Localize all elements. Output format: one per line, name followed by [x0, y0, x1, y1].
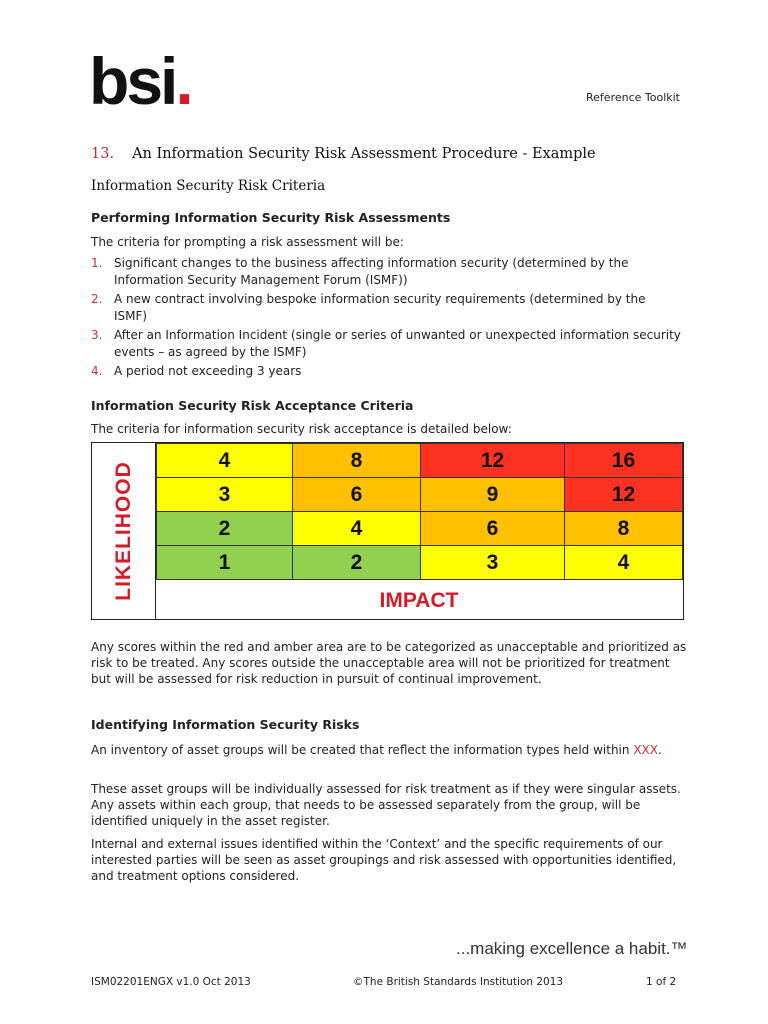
- likelihood-label: LIKELIHOOD: [111, 461, 135, 601]
- matrix-cell: 2: [157, 512, 293, 546]
- matrix-row: [157, 512, 683, 546]
- matrix-cell: 6: [421, 512, 565, 546]
- matrix-cell: 1: [157, 546, 293, 580]
- matrix-cell: 16: [565, 444, 683, 478]
- list-item: 1. Significant changes to the business affecting information security (determined by the Information Security Management Forum (ISMF)): [91, 256, 629, 287]
- footer-page-number: 1 of 2: [646, 976, 677, 988]
- section-title: [91, 146, 596, 162]
- section-number: 13.: [91, 146, 115, 162]
- matrix-row: [157, 478, 683, 512]
- matrix-cell: 12: [421, 444, 565, 478]
- criteria-heading: Information Security Risk Criteria: [91, 178, 326, 194]
- risk-grid: [156, 443, 683, 580]
- matrix-cell: 4: [293, 512, 421, 546]
- matrix-cell: 8: [293, 444, 421, 478]
- section-title-text: An Information Security Risk Assessment Procedure - Example: [132, 146, 596, 162]
- matrix-cell: 3: [157, 478, 293, 512]
- acceptance-heading: Information Security Risk Acceptance Criteria: [91, 398, 414, 413]
- list-item: 3. After an Information Incident (single or series of unwanted or unexpected information security events – as agreed by the ISMF): [91, 328, 681, 359]
- performing-heading: Performing Information Security Risk Assessments: [91, 210, 451, 225]
- reference-toolkit-label: Reference Toolkit: [586, 91, 680, 104]
- matrix-cell: 4: [157, 444, 293, 478]
- acceptance-intro: The criteria for information security risk acceptance is detailed below:: [91, 422, 512, 436]
- identifying-paragraph-3: Internal and external issues identified within the ‘Context’ and the specific requirements of our interested parties will be seen as asset groupings and risk assessed with opportunities identified, and treatment options considered.: [91, 837, 677, 883]
- placeholder-xxx: XXX: [633, 743, 658, 757]
- list-item: 4. A period not exceeding 3 years: [91, 364, 302, 378]
- identifying-paragraph-2: These asset groups will be individually assessed for risk treatment as if they were singular assets. Any assets within each group, that needs to be assessed separately from the group, will be identified uniquely in the asset register.: [91, 782, 681, 828]
- risk-matrix: [91, 442, 684, 620]
- bsi-logo: bsi.: [89, 44, 191, 118]
- scores-paragraph: Any scores within the red and amber area are to be categorized as unacceptable and prioritized as risk to be treated. Any scores outside the unacceptable area will not be prioritized for treatment but will be assessed for risk reduction in pursuit of continual improvement.: [91, 640, 687, 686]
- impact-label: IMPACT: [379, 589, 459, 612]
- identifying-heading: Identifying Information Security Risks: [91, 717, 360, 732]
- matrix-cell: 4: [565, 546, 683, 580]
- performing-intro: The criteria for prompting a risk assessment will be:: [91, 235, 404, 249]
- footer-doc-id: ISM02201ENGX v1.0 Oct 2013: [91, 976, 251, 988]
- criteria-list: [91, 255, 681, 382]
- matrix-cell: 9: [421, 478, 565, 512]
- footer-copyright: ©The British Standards Institution 2013: [353, 976, 564, 988]
- matrix-cell: 6: [293, 478, 421, 512]
- matrix-cell: 3: [421, 546, 565, 580]
- matrix-row: [157, 444, 683, 478]
- list-item: 2. A new contract involving bespoke information security requirements (determined by the ISMF): [91, 292, 646, 323]
- matrix-cell: 12: [565, 478, 683, 512]
- identifying-paragraph-1: An inventory of asset groups will be created that reflect the information types held within XXX.: [91, 743, 662, 757]
- likelihood-axis: [92, 443, 156, 619]
- tagline: ...making excellence a habit.™: [456, 939, 688, 958]
- matrix-cell: 8: [565, 512, 683, 546]
- matrix-row: [157, 546, 683, 580]
- matrix-cell: 2: [293, 546, 421, 580]
